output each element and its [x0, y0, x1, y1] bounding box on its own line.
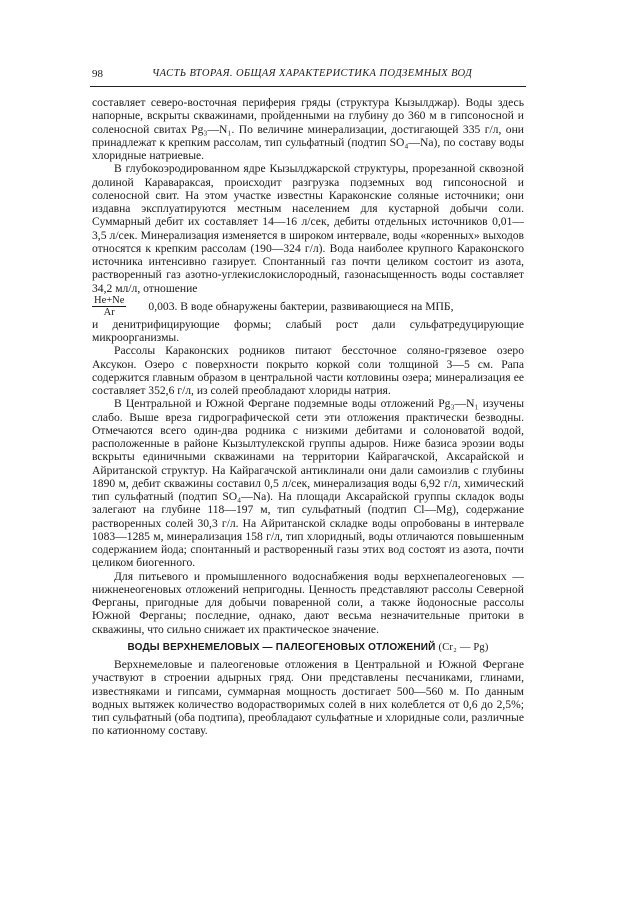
- ratio-continuation: 0,003. В воде обнаружены бактерии, развивающиеся на МПБ,: [148, 299, 454, 313]
- paragraph-4: В Центральной и Южной Фергане подземные воды отложений Pg₃—N₁ изучены слабо. Выше вреза гидрографической сети эти отложения практически безводны. Отмечаются всего один-два родника с низкими дебитами и солоноватой водой, расположенные в районе Кызылтулекской группы адыров. Ниже базиса эрозии воды вскрыты единичными скважинами на территории Кайрагачской, Аксарайской и Айританской структур. На Кайрагачской антиклинали они дали самоизлив с глубины 1890 м, дебит скважины составил 0,5 л/сек, минерализация воды 6,92 г/л, химический тип сульфатный (подтип SO₄—Na). На площади Аксарайской группы складок воды залегают на глубине 118—197 м, тип сульфатный (подтип Cl—Mg), содержание растворенных солей 30,3 г/л. На Айританской складке воды опробованы в интервале 1083—1285 м, минерализация 158 г/л, тип хлоридный, воды отличаются повышенным содержанием йода; спонтанный и растворенный газы этих вод состоят из азота, почти целиком биогенного.: [92, 397, 524, 570]
- page-number: 98: [92, 68, 103, 80]
- gas-ratio-fraction: [92, 295, 126, 318]
- paragraph-2-end: и денитрифицирующие формы; слабый рост дали сульфатредуцирующие микроорганизмы.: [92, 317, 524, 344]
- paragraph-6: Верхнемеловые и палеогеновые отложения в Центральной и Южной Фергане участвуют в строении адырных гряд. Они представлены песчаниками, глинами, известняками и гипсами, суммарная мощность достигает 500—560 м. По данным водных вытяжек количество водорастворимых солей в них колеблется от 0,6 до 2,5%; тип сульфатный (оба подтипа), преобладают сульфатные и хлоридные соли, различные по катионному составу.: [92, 658, 524, 738]
- running-title: ЧАСТЬ ВТОРАЯ. ОБЩАЯ ХАРАКТЕРИСТИКА ПОДЗЕМНЫХ ВОД: [152, 68, 473, 79]
- fraction-denominator: Ar: [103, 306, 115, 318]
- paragraph-1: составляет северо-восточная периферия гряды (структура Кызылджар). Воды здесь напорные, вскрыты скважинами, пройденными на глубину до 360 м в гипсоносной и соленосной свитах Pg₃—N₁. По величине минерализации, достигающей 335 г/л, они принадлежат к крепким рассолам, тип сульфатный (подтип SO₄—Na), по составу воды хлоридные натриевые.: [92, 96, 524, 162]
- paragraph-2: В глубокоэродированном ядре Кызылджарской структуры, прорезанной сквозной долиной Каравараксая, происходит разгрузка подземных вод гипсоносной и соленосной свит. На этом участке известны Караконские соляные источники; они издавна эксплуатируются местным населением для кустарной добычи соли. Суммарный дебит их составляет 14—16 л/сек, дебиты отдельных источников 0,01—3,5 л/сек. Минерализация изменяется в широком интервале, воды «коренных» выходов относятся к крепким рассолам (190—324 г/л). Вода наиболее крупного Караконского источника интенсивно газирует. Спонтанный газ почти целиком состоит из азота, растворенный газ азотно-углекислокислородный, газонасыщенность воды составляет 34,2 мл/л, отношение: [92, 162, 524, 295]
- page-header: [92, 68, 527, 82]
- paragraph-5: Для питьевого и промышленного водоснабжения воды верхнепалеогеновых — нижненеогеновых отложений непригодны. Ценность представляют рассолы Северной Ферганы, пригодные для добычи поваренной соли, а также йодоносные рассолы Южной Ферганы; последние, однако, дают весьма незначительные притоки в скважины, что сильно снижает их практическое значение.: [92, 569, 524, 636]
- section-heading-symbol: (Cr₂ — Pg): [438, 641, 489, 653]
- paragraph-3: Рассолы Караконских родников питают бессточное соляно-грязевое озеро Аксукон. Озеро с поверхности покрыто коркой соли толщиной 3—5 см. Рапа содержится главным образом в центральной части котловины озера; минерализация ее составляет 352,6 г/л, из солей преобладают хлориды натрия.: [92, 344, 524, 397]
- header-rule: [90, 86, 526, 87]
- fraction-numerator: He+Ne: [94, 294, 125, 306]
- ratio-line: [92, 295, 524, 318]
- section-heading-text: ВОДЫ ВЕРХНЕМЕЛОВЫХ — ПАЛЕОГЕНОВЫХ ОТЛОЖЕНИЙ: [127, 641, 436, 653]
- section-heading: [92, 641, 524, 654]
- page-body: [92, 96, 524, 738]
